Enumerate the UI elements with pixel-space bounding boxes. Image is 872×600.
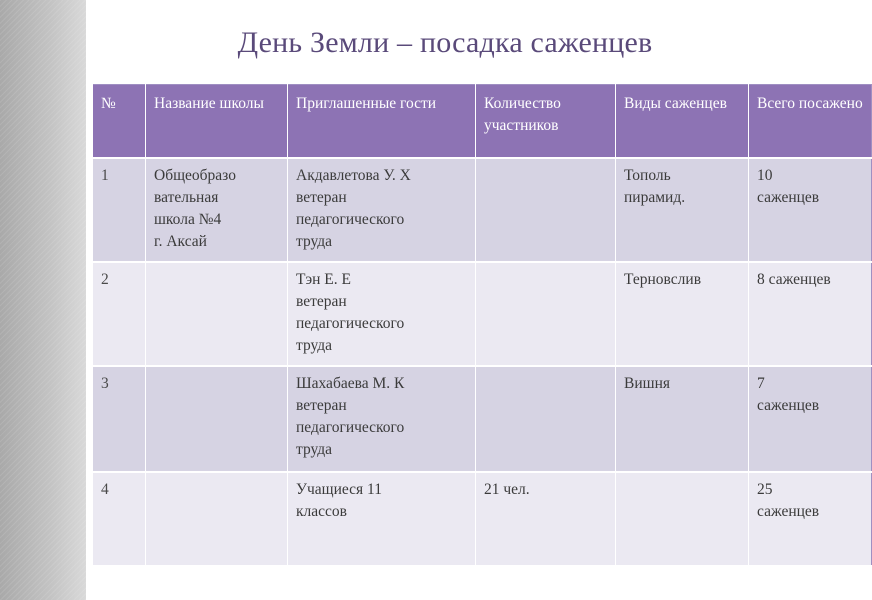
cell-guests: Тэн Е. Е ветеран педагогического труда [288, 262, 476, 366]
cell-total: 7 саженцев [749, 366, 872, 472]
cell-participants [476, 262, 616, 366]
table-row [93, 262, 872, 366]
cell-number: 3 [93, 366, 146, 472]
header-total-planted: Всего посажено [749, 85, 872, 159]
planting-table [92, 84, 872, 567]
cell-total: 8 саженцев [749, 262, 872, 366]
header-guests: Приглашенные гости [288, 85, 476, 159]
cell-school [146, 262, 288, 366]
cell-kind: Тополь пирамид. [616, 158, 749, 262]
header-participants: Количество участников [476, 85, 616, 159]
header-school-name: Название школы [146, 85, 288, 159]
cell-participants: 21 чел. [476, 472, 616, 566]
cell-number: 2 [93, 262, 146, 366]
cell-school [146, 472, 288, 566]
table-row [93, 472, 872, 566]
cell-number: 4 [93, 472, 146, 566]
cell-participants [476, 158, 616, 262]
cell-guests: Учащиеся 11 классов [288, 472, 476, 566]
slide-title: День Земли – посадка саженцев [237, 26, 653, 59]
header-seedling-kind: Виды саженцев [616, 85, 749, 159]
table-row [93, 366, 872, 472]
header-number: № [93, 85, 146, 159]
cell-kind: Вишня [616, 366, 749, 472]
table-header-row [93, 85, 872, 159]
cell-guests: Шахабаева М. К ветеран педагогического труда [288, 366, 476, 472]
cell-participants [476, 366, 616, 472]
cell-total: 25 саженцев [749, 472, 872, 566]
cell-school: Общеобразо вательная школа №4 г. Аксай [146, 158, 288, 262]
cell-number: 1 [93, 158, 146, 262]
table-row [93, 158, 872, 262]
cell-school [146, 366, 288, 472]
cell-kind: Терновслив [616, 262, 749, 366]
cell-guests: Акдавлетова У. Х ветеран педагогического труда [288, 158, 476, 262]
cell-total: 10 саженцев [749, 158, 872, 262]
cell-kind [616, 472, 749, 566]
decorative-side-strip [0, 0, 86, 600]
